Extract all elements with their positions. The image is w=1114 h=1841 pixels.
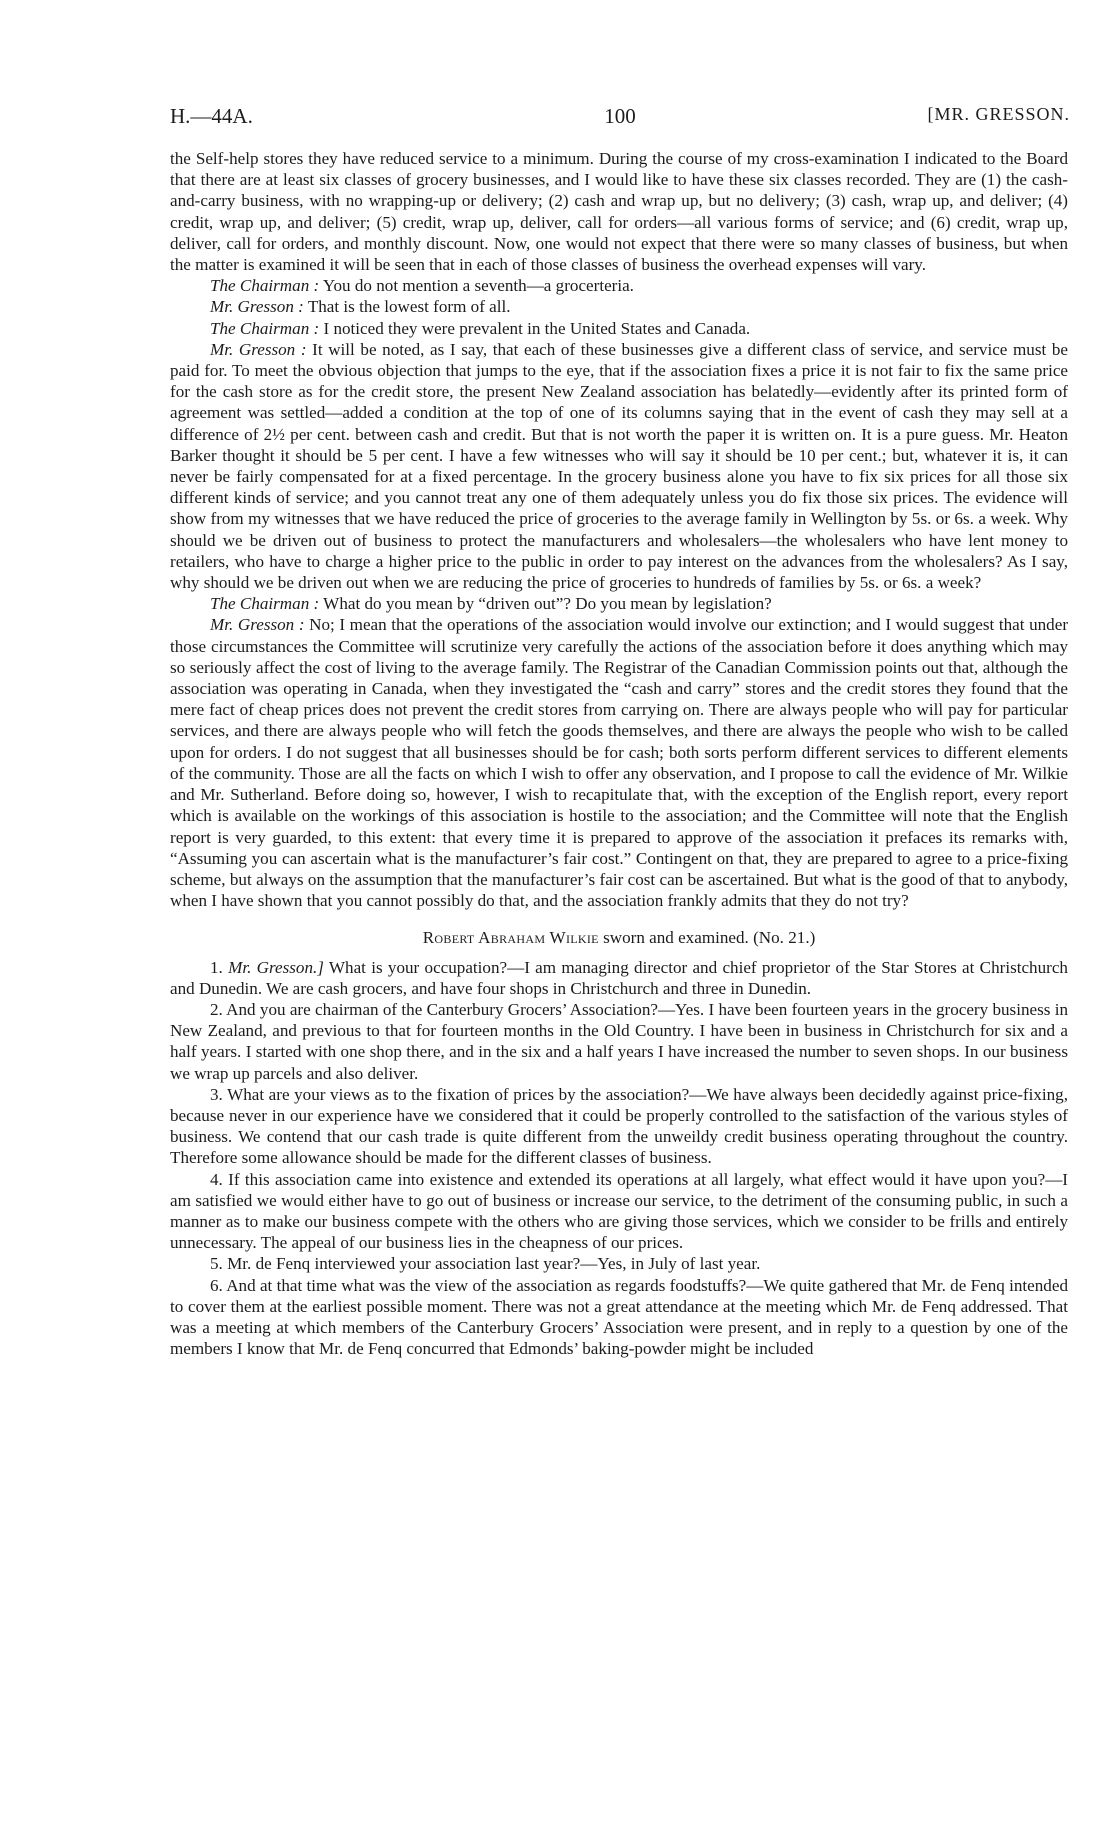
qa-text: 6. And at that time what was the view of the association as regards foodstuffs?—We quite gathered that Mr. de Fenq intended to cover them at the earliest possible moment. There was not a great attendance at the meeting which Mr. de Fenq addressed. That was a meeting at which members of the Canterbury Grocers’ Association were present, and in reply to a question by one of the members I know that Mr. de Fenq concurred that Edmonds’ baking-powder might be included [170,1275,1068,1359]
witness-heading [170,927,1068,948]
speaker-label: The Chairman : [210,276,320,296]
paragraph [170,593,1068,614]
speaker-label: Mr. Gresson : [210,297,304,317]
qa-text: What is your occupation?—I am managing director and chief proprietor of the Star Stores at Christchurch and Dunedin. We are cash grocers, and have four shops in Christchurch and three in Dunedin. [170,957,1068,998]
paragraph-text: You do not mention a seventh—a grocerteria. [319,276,634,296]
document-body [170,148,1068,1359]
paragraph-text: It will be noted, as I say, that each of these businesses give a different class of service, and service must be paid for. To meet the obvious objection that jumps to the eye, that if the association fixes a price it is not fair to fix the same price for the cash store as for the credit store, the present New Zealand association has belatedly—evidently after its printed form of agreement was settled—added a condition at the top of one of its columns saying that in the event of cash they may sell at a difference of 2½ per cent. between cash and credit. But that is not worth the paper it is written on. It is a pure guess. Mr. Heaton Barker thought it should be 5 per cent. I have a few witnesses who will say it should be 10 per cent.; but, whatever it is, it can never be fairly compensated for at a fixed percentage. In the grocery business alone you have to fix six prices for all those six different kinds of service; and you cannot treat any one of them adequately unless you do fix those six prices. The evidence will show from my witnesses that we have reduced the price of groceries to the average family in Wellington by 5s. or 6s. a week. Why should we be driven out of business to protect the manufacturers and wholesalers—the wholesalers who have lent money to retailers, who have to charge a higher price to the public in order to pay interest on the advances from the wholesalers? As I say, why should we be driven out when we are reducing the price of groceries to hundreds of families by 5s. or 6s. a week? [170,339,1068,593]
paragraph [170,296,1068,317]
question-answer [170,957,1068,999]
paragraph [170,614,1068,911]
witness-sworn: sworn and examined. (No. 21.) [598,928,816,948]
qa-text: 3. What are your views as to the fixation of prices by the association?—We have always been decidedly against price-fixing, because never in our experience have we considered that it could be properly controlled to the satisfaction of the various styles of business. We contend that our cash trade is quite different from the unweildy credit business operating throughout the country. Therefore some allowance should be made for the different classes of business. [170,1084,1068,1168]
question-answer [170,1084,1068,1169]
speaker-label: The Chairman : [210,318,320,338]
paragraph [170,339,1068,593]
qa-text: 5. Mr. de Fenq interviewed your association last year?—Yes, in July of last year. [210,1254,761,1274]
paragraph-text: No; I mean that the operations of the association would involve our extinction; and I would suggest that under those circumstances the Committee will scrutinize very carefully the actions of the association before it does anything which may so seriously affect the cost of living to the average family. The Registrar of the Canadian Commission points out that, although the association was operating in Canada, when they investigated the “cash and carry” stores and the credit stores they found that the mere fact of cheap prices does not prevent the credit stores from carrying on. There are always people who will pay for particular services, and there are always people who will fetch the goods themselves, and there are always the people who wish to be called upon for orders. I do not suggest that all businesses should be for cash; both sorts perform different services to different elements of the community. Those are all the facts on which I wish to offer any observation, and I propose to call the evidence of Mr. Wilkie and Mr. Sutherland. Before doing so, however, I wish to recapitulate that, with the exception of the English report, every report which is available on the workings of this association is hostile to the association; and the Committee will note that the English report is very guarded, to this extent: that every time it is prepared to approve of the association it prefaces its remarks with, “Assuming you can ascertain what is the manufacturer’s fair cost.” Contingent on that, they are prepared to agree to a price-fixing scheme, but always on the assumption that the manufacturer’s fair cost can be ascertained. But what is the good of that to anybody, when I have shown that you cannot possibly do that, and the association frankly admits that they do not try? [170,615,1069,911]
question-answer [170,999,1068,1084]
paragraph [170,275,1068,296]
document-reference: H.—44A. [170,104,253,128]
paragraph [170,318,1068,339]
speaker-label: Mr. Gresson.] [228,957,324,977]
speaker-label: Mr. Gresson : [210,339,307,359]
speaker-label: The Chairman : [210,594,320,614]
witness-name: Robert Abraham Wilkie [422,928,599,948]
question-answer [170,1275,1068,1360]
question-number: 1. [210,957,229,977]
page-number: 100 [604,104,636,128]
question-answer [170,1169,1068,1254]
paragraph-text: I noticed they were prevalent in the United States and Canada. [319,318,751,338]
qa-text: 4. If this association came into existence and extended its operations at all largely, what effect would it have upon you?—I am satisfied we would either have to go out of business or increase our service, to the detriment of the consuming public, in such a manner as to make our business compete with the others who are giving those services, which we consider to be frills and entirely unnecessary. The appeal of our business lies in the cheapness of our prices. [170,1169,1068,1253]
speaker-label: Mr. Gresson : [210,615,305,635]
page-header [170,104,1070,134]
paragraph-text: the Self-help stores they have reduced service to a minimum. During the course of my cross-examination I indicated to the Board that there are at least six classes of grocery businesses, and I would like to have these six classes recorded. They are (1) the cash-and-carry business, with no wrapping-up or delivery; (2) cash and wrap up, but no delivery; (3) cash, wrap up, and deliver; (4) credit, wrap up, and deliver; (5) credit, wrap up, deliver, call for orders—all various forms of service; and (6) credit, wrap up, deliver, call for orders, and monthly discount. Now, one would not expect that there were so many classes of business, but when the matter is examined it will be seen that in each of those classes of business the overhead expenses will vary. [170,149,1068,275]
question-answer [170,1253,1068,1274]
paragraph-text: What do you mean by “driven out”? Do you mean by legislation? [319,594,772,614]
speaker-running-head: [MR. GRESSON. [927,104,1070,124]
paragraph-text: That is the lowest form of all. [303,297,511,317]
paragraph [170,148,1068,275]
qa-text: 2. And you are chairman of the Canterbury Grocers’ Association?—Yes. I have been fourteen years in the grocery business in New Zealand, and previous to that for fourteen months in the Old Country. I have been in business in Christchurch for six and a half years. I started with one shop there, and in the six and a half years I have increased the number to seven shops. In our business we wrap up parcels and also deliver. [170,999,1068,1083]
